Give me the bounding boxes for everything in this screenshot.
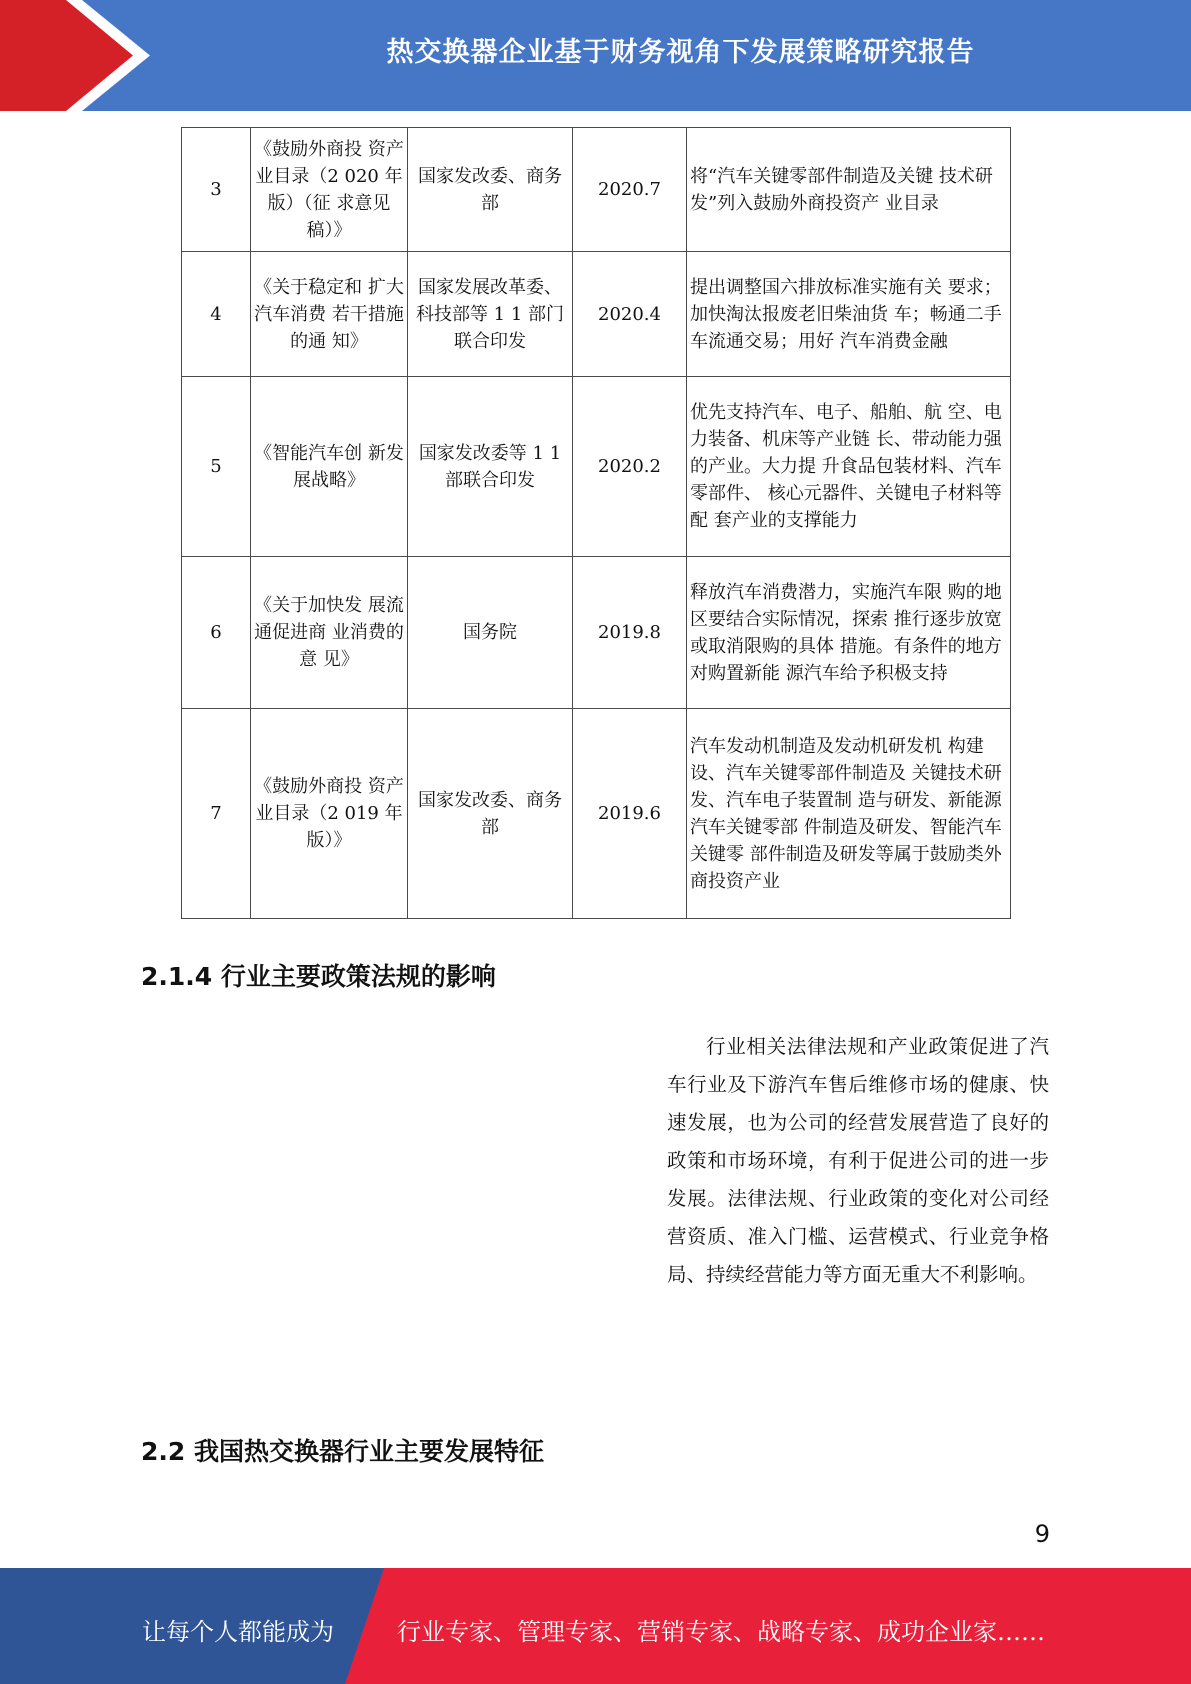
chevron-logo-icon: [0, 0, 160, 111]
issuing-department: 国家发改委、商务部: [408, 128, 573, 252]
issue-date: 2019.6: [573, 709, 687, 919]
policy-content: 提出调整国六排放标准实施有关 要求；加快淘汰报废老旧柴油货 车；畅通二手车流通交易；用好 汽车消费金融: [687, 252, 1011, 377]
policy-content: 释放汽车消费潜力，实施汽车限 购的地区要结合实际情况，探索 推行逐步放宽或取消限购的具体 措施。有条件的地方对购置新能 源汽车给予积极支持: [687, 557, 1011, 709]
table-row: [182, 252, 1011, 377]
row-number: 7: [182, 709, 251, 919]
section-heading-2-2: 2.2 我国热交换器行业主要发展特征: [141, 1437, 544, 1466]
footer-banner: [0, 1568, 1191, 1684]
row-number: 5: [182, 377, 251, 557]
policy-content: 汽车发动机制造及发动机研发机 构建设、汽车关键零部件制造及 关键技术研发、汽车电子装置制 造与研发、新能源汽车关键零部 件制造及研发、智能汽车关键零 部件制造及研发等属于鼓励类外 商投资产业: [687, 709, 1011, 919]
section-heading-2-1-4: 2.1.4 行业主要政策法规的影响: [141, 962, 496, 991]
footer-slogan-right: 行业专家、管理专家、营销专家、战略专家、成功企业家……: [397, 1618, 1045, 1646]
policy-name: 《鼓励外商投 资产业目录（2 019 年版）》: [251, 709, 408, 919]
issue-date: 2019.8: [573, 557, 687, 709]
row-number: 4: [182, 252, 251, 377]
issuing-department: 国家发改委等 1 1 部联合印发: [408, 377, 573, 557]
policy-name: 《关于稳定和 扩大汽车消费 若干措施的通 知》: [251, 252, 408, 377]
row-number: 6: [182, 557, 251, 709]
report-title: 热交换器企业基于财务视角下发展策略研究报告: [386, 37, 975, 68]
footer-slogan-left: 让每个人都能成为: [142, 1618, 334, 1646]
policy-content: 优先支持汽车、电子、船舶、航 空、电力装备、机床等产业链 长、带动能力强的产业。大力提 升食品包装材料、汽车零部件、 核心元器件、关键电子材料等配 套产业的支撑能力: [687, 377, 1011, 557]
issuing-department: 国家发展改革委、科技部等 1 1 部门联合印发: [408, 252, 573, 377]
issue-date: 2020.7: [573, 128, 687, 252]
header-banner: [0, 0, 1191, 111]
policy-impact-paragraph: 行业相关法律法规和产业政策促进了汽车行业及下游汽车售后维修市场的健康、快速发展，也为公司的经营发展营造了良好的政策和市场环境，有利于促进公司的进一步发展。法律法规、行业政策的变化对公司经营资质、准入门槛、运营模式、行业竞争格局、持续经营能力等方面无重大不利影响。: [667, 1035, 1049, 1286]
policy-content: 将“汽车关键零部件制造及关键 技术研发”列入鼓励外商投资产 业目录: [687, 128, 1011, 252]
issuing-department: 国家发改委、商务部: [408, 709, 573, 919]
policy-name: 《关于加快发 展流通促进商 业消费的意 见》: [251, 557, 408, 709]
issue-date: 2020.4: [573, 252, 687, 377]
table-row: [182, 709, 1011, 919]
page-number: 9: [1034, 1520, 1050, 1548]
issuing-department: 国务院: [408, 557, 573, 709]
issue-date: 2020.2: [573, 377, 687, 557]
policy-name: 《智能汽车创 新发展战略》: [251, 377, 408, 557]
table-row: [182, 557, 1011, 709]
table-row: [182, 377, 1011, 557]
row-number: 3: [182, 128, 251, 252]
policy-table: [181, 127, 1011, 919]
table-row: [182, 128, 1011, 252]
policy-name: 《鼓励外商投 资产业目录（2 020 年版）（征 求意见稿）》: [251, 128, 408, 252]
